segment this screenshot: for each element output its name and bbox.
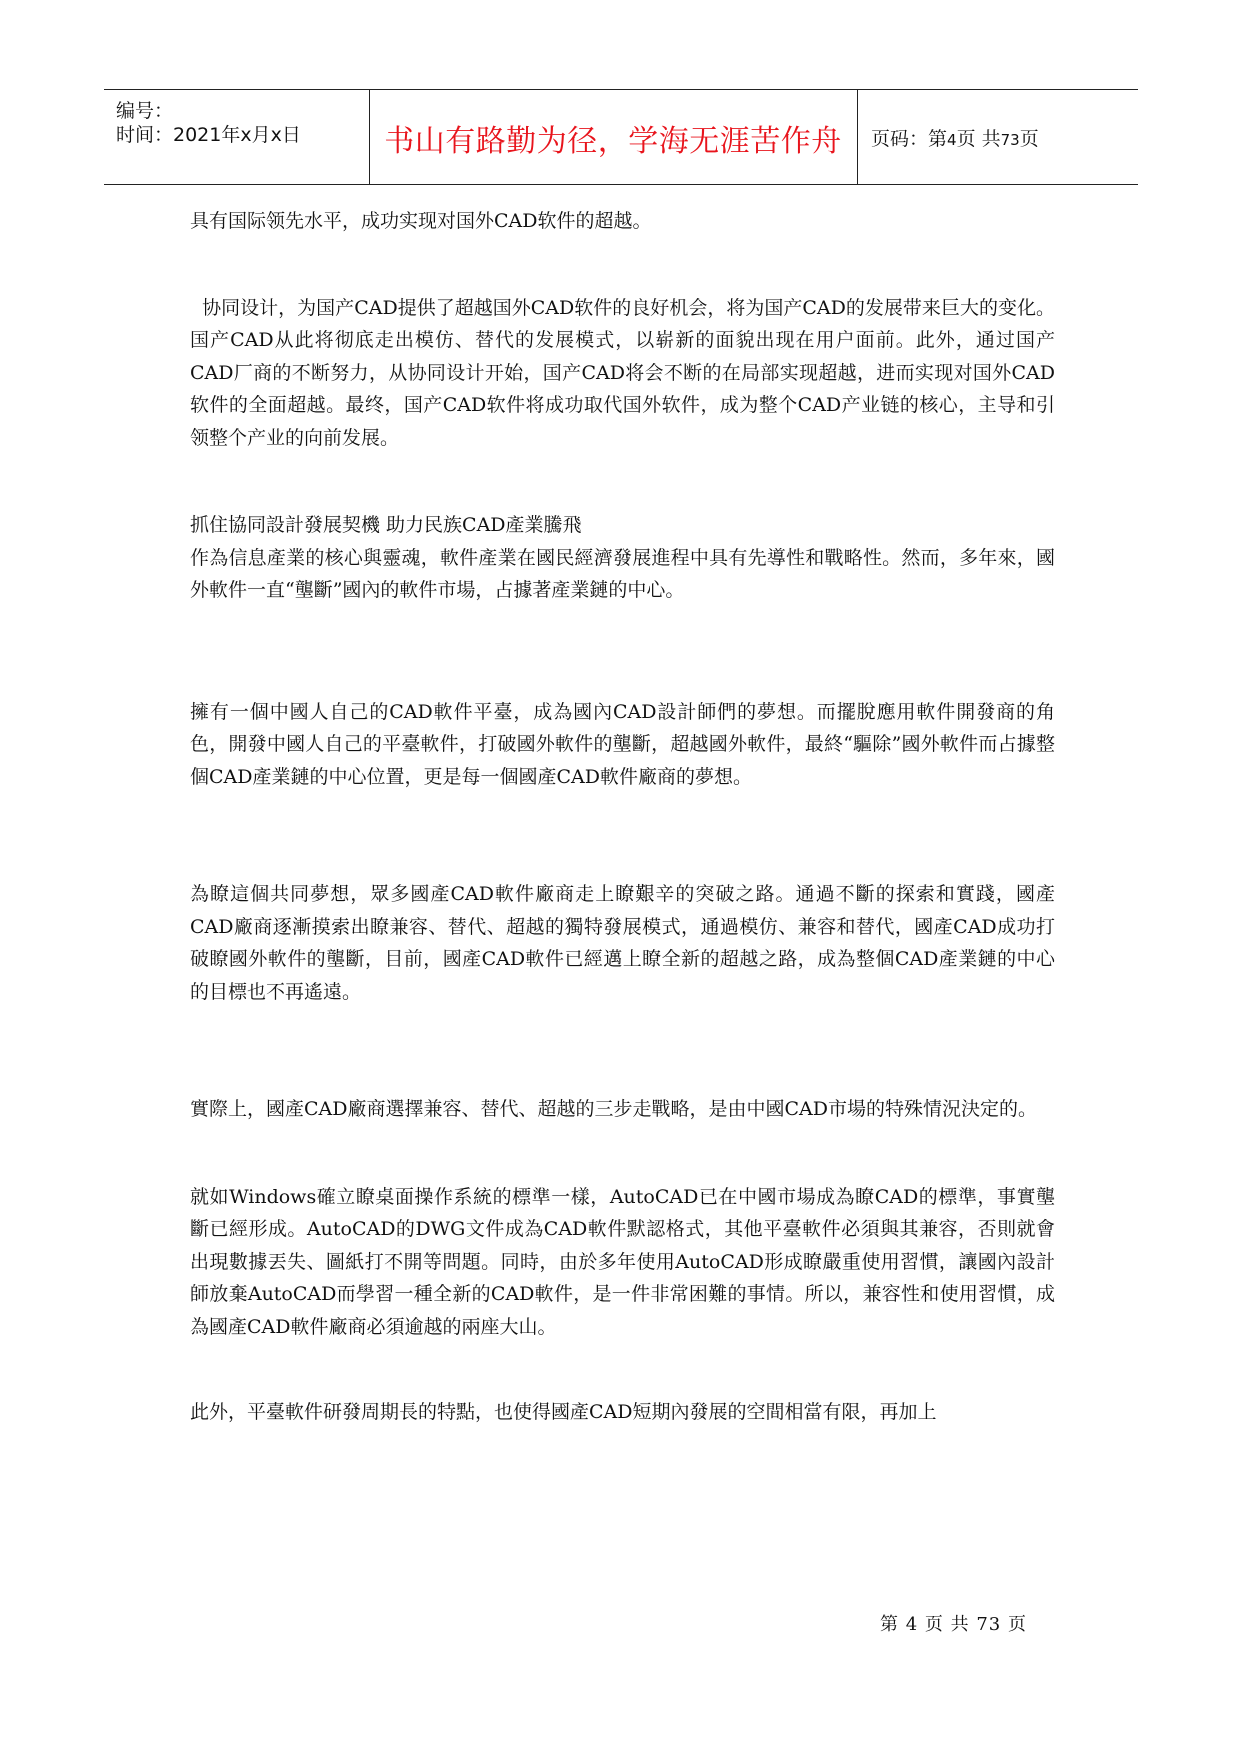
section-heading: 抓住協同設計發展契機 助力民族CAD產業騰飛 [190, 514, 582, 536]
page-current: 4 [947, 131, 957, 149]
paragraph: 為瞭這個共同夢想，眾多國產CAD軟件廠商走上瞭艱辛的突破之路。通過不斷的探索和實踐，國產CAD廠商逐漸摸索出瞭兼容、替代、超越的獨特發展模式，通過模仿、兼容和替代，國產CAD成功打破瞭國外軟件的壟斷，目前，國產CAD軟件已經邁上瞭全新的超越之路，成為整個CAD產業鏈的中心的目標也不再遙遠。 [190, 883, 1055, 1003]
paragraph: 此外，平臺軟件研發周期長的特點，也使得國產CAD短期內發展的空間相當有限，再加上 [190, 1401, 937, 1423]
page-end: 页 [1019, 128, 1039, 150]
document-body [190, 205, 1055, 1429]
header-motto-cell [369, 90, 858, 184]
page-total: 73 [1000, 131, 1020, 149]
paragraph: 具有国际领先水平，成功实现对国外CAD软件的超越。 [190, 210, 652, 232]
paragraph: 擁有一個中國人自己的CAD軟件平臺，成為國內CAD設計師們的夢想。而擺脫應用軟件開發商的角色，開發中國人自己的平臺軟件，打破國外軟件的壟斷，超越國外軟件，最終“驅除”國外軟件而占據整個CAD產業鏈的中心位置，更是每一個國產CAD軟件廠商的夢想。 [190, 700, 1055, 788]
page-footer: 第 4 页 共 73 页 [880, 1614, 1027, 1635]
document-time-label: 时间：2021年x月x日 [116, 124, 301, 146]
paragraph: 就如Windows確立瞭桌面操作系統的標準一樣，AutoCAD已在中國市場成為瞭CAD的標準，事實壟斷已經形成。AutoCAD的DWG文件成為CAD軟件默認格式，其他平臺軟件必須與其兼容，否則就會出現數據丟失、圖紙打不開等問題。同時，由於多年使用AutoCAD形成瞭嚴重使用習慣，讓國內設計師放棄AutoCAD而學習一種全新的CAD軟件，是一件非常困難的事情。所以，兼容性和使用習慣，成為國產CAD軟件廠商必須逾越的兩座大山。 [190, 1185, 1055, 1338]
paragraph: 實際上，國產CAD廠商選擇兼容、替代、超越的三步走戰略，是由中國CAD市場的特殊情況決定的。 [190, 1098, 1037, 1120]
page-mid: 页 共 [956, 128, 1001, 150]
header-page-indicator [871, 124, 1039, 151]
paragraph: 作為信息產業的核心與靈魂，軟件產業在國民經濟發展進程中具有先導性和戰略性。然而，多年來，國外軟件一直“壟斷”國內的軟件市場，占據著產業鏈的中心。 [190, 546, 1055, 601]
header-page-cell [857, 90, 1138, 184]
page-label: 页码：第 [871, 128, 948, 150]
header-motto: 书山有路勤为径，学海无涯苦作舟 [384, 124, 842, 159]
header-meta-cell [104, 90, 370, 184]
paragraph: 协同设计，为国产CAD提供了超越国外CAD软件的良好机会，将为国产CAD的发展带来巨大的变化。国产CAD从此将彻底走出模仿、替代的发展模式，以崭新的面貌出现在用户面前。此外，通过国产CAD厂商的不断努力，从协同设计开始，国产CAD将会不断的在局部实现超越，进而实现对国外CAD软件的全面超越。最终，国产CAD软件将成功取代国外软件，成为整个CAD产业链的核心，主导和引领整个产业的向前发展。 [190, 296, 1055, 449]
page-header [104, 89, 1138, 185]
document-number-label: 编号： [116, 100, 174, 122]
